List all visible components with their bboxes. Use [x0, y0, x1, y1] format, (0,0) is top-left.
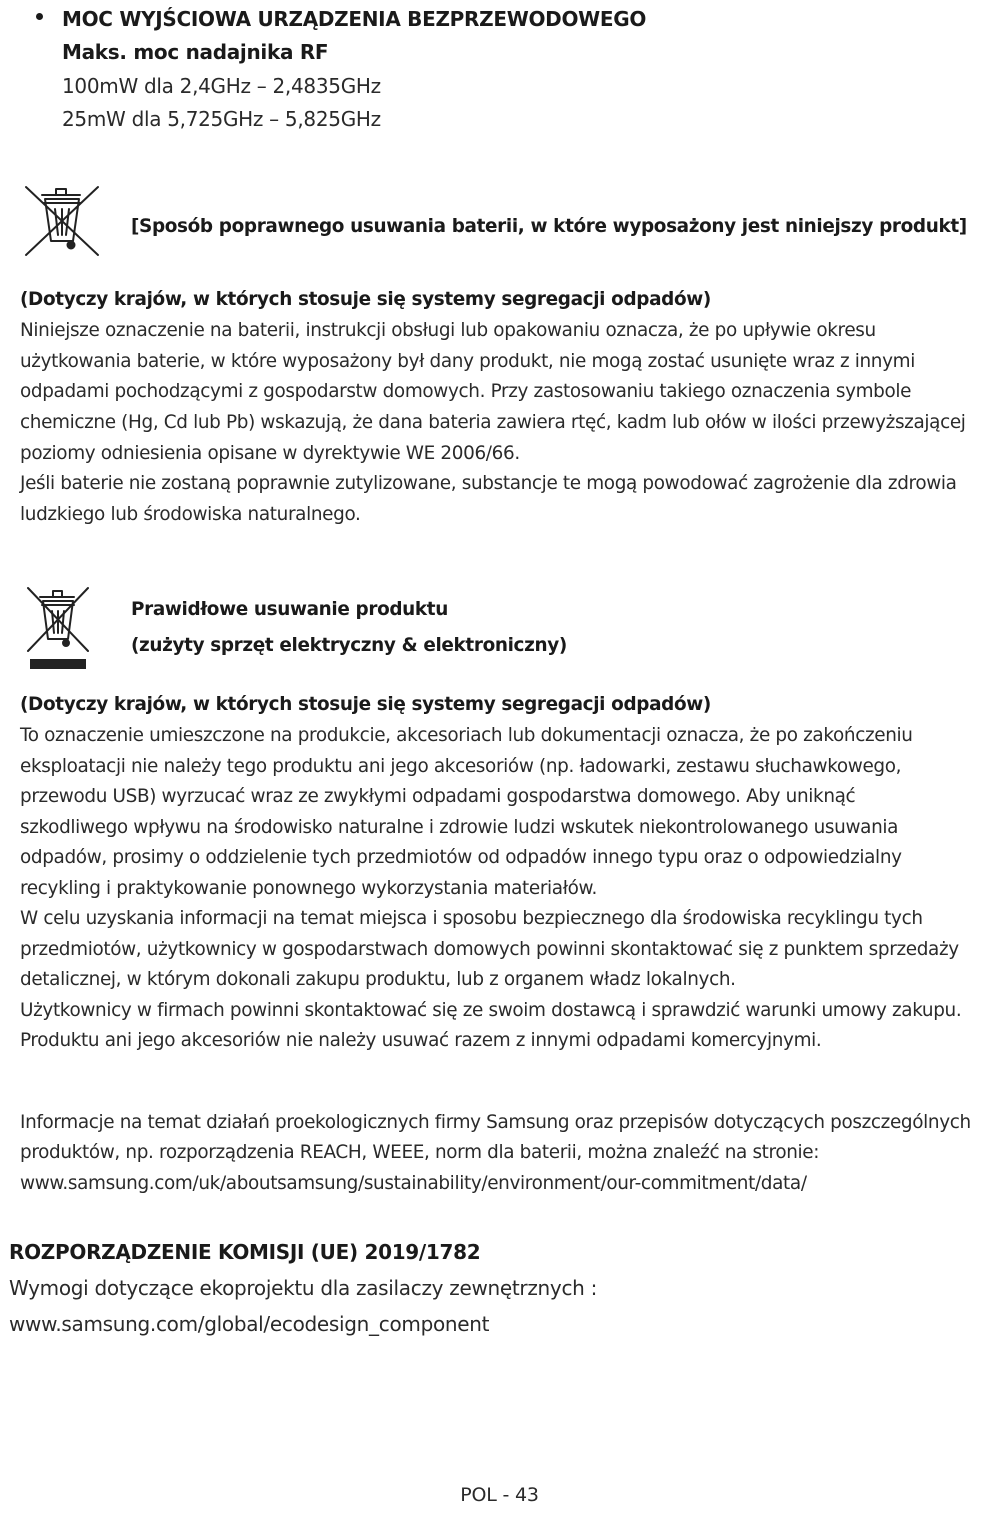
- product-text-line: przedmiotów, użytkownicy w gospodarstwach domowych powinni skontaktować się z punktem sprzedaży: [20, 939, 959, 960]
- page-number: POL - 43: [460, 1484, 539, 1506]
- battery-text-line: użytkowania baterie, w które wyposażony był dany produkt, nie mogą zostać usunięte wraz z innymi: [20, 351, 915, 372]
- bullet-icon: [36, 13, 43, 20]
- battery-disposal-title: [Sposób poprawnego usuwania baterii, w które wyposażony jest niniejszy produkt]: [131, 216, 967, 237]
- product-text-line: Produktu ani jego akcesoriów nie należy usuwać razem z innymi odpadami komercyjnymi.: [20, 1030, 822, 1051]
- battery-text-line: Niniejsze oznaczenie na baterii, instrukcji obsługi lub opakowaniu oznacza, że po upływie okresu: [20, 320, 876, 341]
- crossed-out-wheelie-bin-icon: [22, 183, 102, 259]
- eco-info-url[interactable]: www.samsung.com/uk/aboutsamsung/sustainability/environment/our-commitment/data/: [20, 1173, 807, 1194]
- crossed-out-wheelie-bin-with-bar-icon: [24, 585, 92, 673]
- battery-text-line: Jeśli baterie nie zostaną poprawnie zutylizowane, substancje te mogą powodować zagrożenie dla zdrowia: [20, 473, 957, 494]
- product-text-line: W celu uzyskania informacji na temat miejsca i sposobu bezpiecznego dla środowiska recyklingu tych: [20, 908, 923, 929]
- regulation-url[interactable]: www.samsung.com/global/ecodesign_component: [9, 1312, 490, 1336]
- regulation-heading: ROZPORZĄDZENIE KOMISJI (UE) 2019/1782: [9, 1240, 481, 1264]
- rf-power-line: 25mW dla 5,725GHz – 5,825GHz: [62, 107, 381, 131]
- product-text-line: szkodliwego wpływu na środowisko naturalne i zdrowie ludzi wskutek niekontrolowanego usuwania: [20, 817, 899, 838]
- battery-text-line: poziomy odniesienia opisane w dyrektywie WE 2006/66.: [20, 443, 520, 464]
- eco-info-line: produktów, np. rozporządzenia REACH, WEEE, norm dla baterii, można znaleźć na stronie:: [20, 1142, 820, 1163]
- battery-applies-note: (Dotyczy krajów, w których stosuje się systemy segregacji odpadów): [20, 289, 711, 310]
- battery-text-line: odpadami pochodzącymi z gospodarstw domowych. Przy zastosowaniu takiego oznaczenia symbole: [20, 381, 912, 402]
- product-text-line: detalicznej, w którym dokonali zakupu produktu, lub z organem władz lokalnych.: [20, 969, 736, 990]
- product-text-line: odpadów, prosimy o oddzielenie tych przedmiotów od odpadów innego typu oraz o odpowiedzialny: [20, 847, 902, 868]
- product-text-line: eksploatacji nie należy tego produktu ani jego akcesoriów (np. ładowarki, zestawu słuchawkowego,: [20, 756, 902, 777]
- battery-text-line: chemiczne (Hg, Cd lub Pb) wskazują, że dana bateria zawiera rtęć, kadm lub ołów w ilości przewyższającej: [20, 412, 966, 433]
- battery-text-line: ludzkiego lub środowiska naturalnego.: [20, 504, 361, 525]
- product-text-line: Użytkownicy w firmach powinni skontaktować się ze swoim dostawcą i sprawdzić warunki umowy zakupu.: [20, 1000, 962, 1021]
- regulation-text: Wymogi dotyczące ekoprojektu dla zasilaczy zewnętrznych :: [9, 1276, 598, 1300]
- product-text-line: To oznaczenie umieszczone na produkcie, akcesoriach lub dokumentacji oznacza, że po zakończeniu: [20, 725, 913, 746]
- eco-info-line: Informacje na temat działań proekologicznych firmy Samsung oraz przepisów dotyczących poszczególnych: [20, 1112, 971, 1133]
- product-disposal-subtitle: (zużyty sprzęt elektryczny & elektroniczny): [131, 635, 567, 656]
- product-applies-note: (Dotyczy krajów, w których stosuje się systemy segregacji odpadów): [20, 694, 711, 715]
- product-disposal-title: Prawidłowe usuwanie produktu: [131, 599, 448, 620]
- rf-power-subheading: Maks. moc nadajnika RF: [62, 40, 329, 64]
- rf-power-heading: MOC WYJŚCIOWA URZĄDZENIA BEZPRZEWODOWEGO: [62, 7, 647, 31]
- product-text-line: przewodu USB) wyrzucać wraz ze zwykłymi odpadami gospodarstwa domowego. Aby uniknąć: [20, 786, 856, 807]
- rf-power-line: 100mW dla 2,4GHz – 2,4835GHz: [62, 74, 381, 98]
- product-text-line: recykling i praktykowanie ponownego wykorzystania materiałów.: [20, 878, 597, 899]
